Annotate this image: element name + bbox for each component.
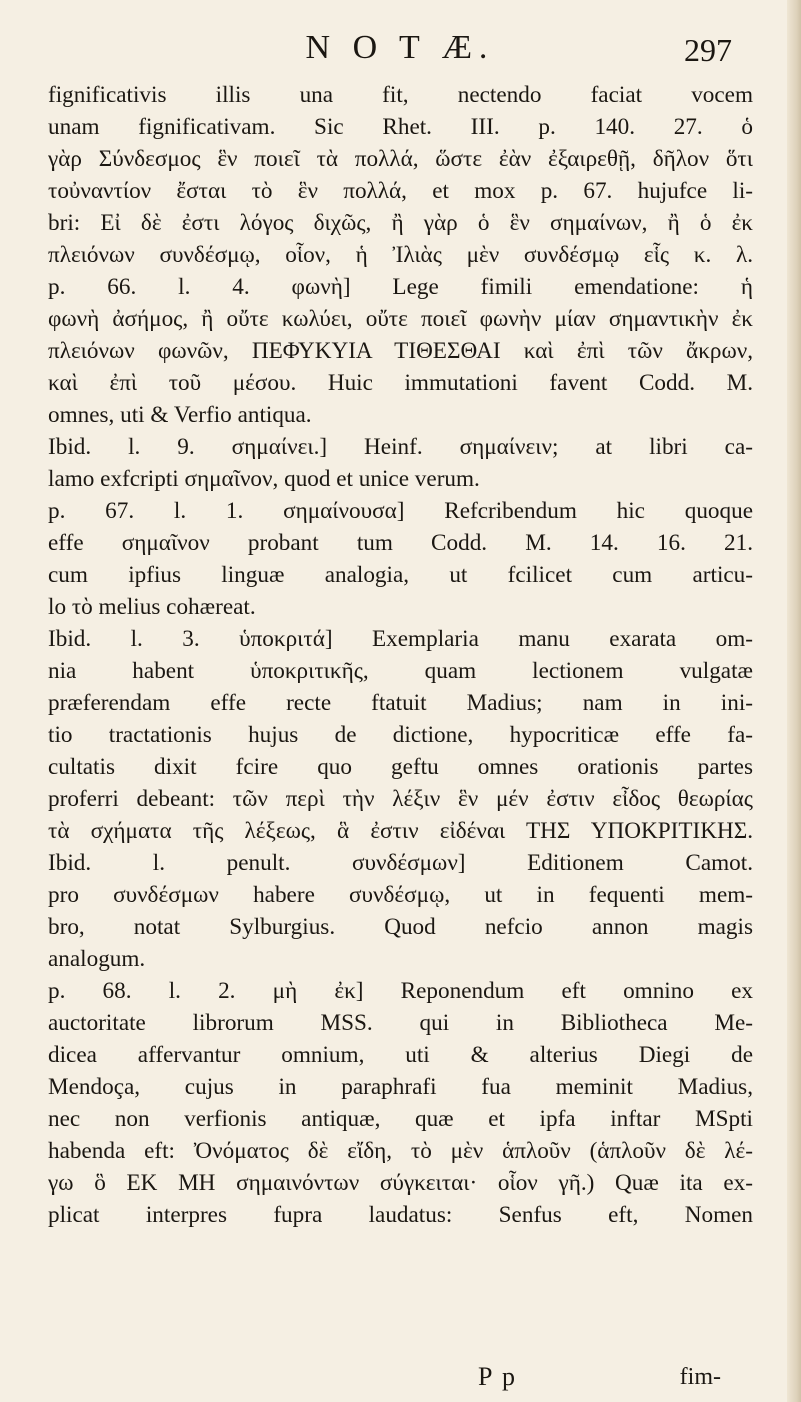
text-line-28: analogum.	[48, 946, 146, 972]
text-line-34: habenda eft: Ὀνόματος δὲ εἴδη, τὸ μὲν ἁπλοῦν (ἁπλοῦν δὲ λέ-	[48, 1138, 753, 1164]
text-line-31: dicea affervantur omnium, uti & alterius Diegi de	[48, 1042, 753, 1068]
text-line-27: bro, notat Sylburgius. Quod nefcio annon magis	[48, 914, 753, 940]
text-line-25: Ibid. l. penult. συνδέσμων] Editionem Camot.	[48, 850, 753, 876]
text-line-30: auctoritate librorum MSS. qui in Bibliotheca Me-	[48, 1010, 753, 1036]
text-line-26: pro συνδέσμων habere συνδέσμῳ, ut in fequenti mem-	[48, 882, 753, 908]
text-line-16: cum ipfius linguæ analogia, ut fcilicet cum articu-	[48, 562, 753, 588]
page-edge-shadow	[787, 0, 801, 1402]
page-header	[60, 24, 740, 72]
text-line-19: nia habent ὑποκριτικῆς, quam lectionem vulgatæ	[48, 658, 753, 684]
text-line-13: lamo exfcripti σημαῖνον, quod et unice verum.	[48, 466, 480, 492]
page-number: 297	[684, 32, 732, 68]
text-line-5: bri: Εἰ δὲ ἐστι λόγος διχῶς, ἢ γὰρ ὁ ἓν σημαίνων, ἢ ὁ ἐκ	[48, 210, 753, 236]
text-line-29: p. 68. l. 2. μὴ ἐκ] Reponendum eft omnino ex	[48, 978, 753, 1004]
text-line-1: fignificativis illis una fit, nectendo faciat vocem	[48, 82, 753, 108]
text-line-21: tio tractationis hujus de dictione, hypocriticæ effe fa-	[48, 722, 753, 748]
text-line-14: p. 67. l. 1. σημαίνουσα] Refcribendum hic quoque	[48, 498, 753, 524]
page-footer	[48, 1361, 753, 1395]
text-line-35: γω ὃ ΕΚ ΜΗ σημαινόντων σύγκειται· οἷον γῆ.) Quæ ita ex-	[48, 1170, 753, 1196]
signature-mark: P p	[478, 1362, 517, 1391]
text-line-12: Ibid. l. 9. σημαίνει.] Heinf. σημαίνειν; at libri ca-	[48, 434, 753, 460]
text-line-8: φωνὴ ἀσήμος, ἢ οὔτε κωλύει, οὔτε ποιεῖ φωνὴν μίαν σημαντικὴν ἐκ	[48, 306, 753, 332]
catchword: fim-	[679, 1364, 721, 1390]
text-line-9: πλειόνων φωνῶν, ΠΕΦΥΚΥΙΑ ΤΙΘΕΣΘΑΙ καὶ ἐπὶ τῶν ἄκρων,	[48, 338, 753, 364]
running-title: N O T Æ.	[305, 29, 495, 66]
text-line-6: πλειόνων συνδέσμῳ, οἷον, ἡ Ἰλιὰς μὲν συνδέσμῳ εἷς κ. λ.	[48, 242, 753, 268]
text-line-7: p. 66. l. 4. φωνὴ] Lege fimili emendatione: ἡ	[48, 274, 753, 300]
text-line-4: τοὐναντίον ἔσται τὸ ἓν πολλά, et mox p. 67. hujufce li-	[48, 178, 753, 204]
text-line-33: nec non verfionis antiquæ, quæ et ipfa inftar MSpti	[48, 1106, 753, 1132]
text-line-36: plicat interpres fupra laudatus: Senfus eft, Nomen	[48, 1202, 753, 1228]
text-line-23: proferri debeant: τῶν περὶ τὴν λέξιν ἓν μέν ἐστιν εἶδος θεωρίας	[48, 786, 753, 812]
text-line-15: effe σημαῖνον probant tum Codd. M. 14. 16. 21.	[48, 530, 753, 556]
text-line-20: præferendam effe recte ftatuit Madius; nam in ini-	[48, 690, 753, 716]
notes-body	[48, 79, 753, 1231]
text-line-2: unam fignificativam. Sic Rhet. III. p. 140. 27. ὁ	[48, 114, 753, 140]
text-line-17: lo τὸ melius cohæreat.	[48, 594, 256, 620]
text-line-10: καὶ ἐπὶ τοῦ μέσου. Huic immutationi favent Codd. M.	[48, 370, 753, 396]
text-line-24: τὰ σχήματα τῆς λέξεως, ἃ ἐστιν εἰδέναι ΤΗΣ ΥΠΟΚΡΙΤΙΚΗΣ.	[48, 818, 753, 844]
text-line-32: Mendoça, cujus in paraphrafi fua meminit Madius,	[48, 1074, 753, 1100]
text-line-22: cultatis dixit fcire quo geftu omnes orationis partes	[48, 754, 753, 780]
text-line-3: γὰρ Σύνδεσμος ἓν ποιεῖ τὰ πολλά, ὥστε ἐὰν ἐξαιρεθῇ, δῆλον ὅτι	[48, 146, 753, 172]
text-line-11: omnes, uti & Verfio antiqua.	[48, 402, 312, 428]
text-line-18: Ibid. l. 3. ὑποκριτά] Exemplaria manu exarata om-	[48, 626, 753, 652]
